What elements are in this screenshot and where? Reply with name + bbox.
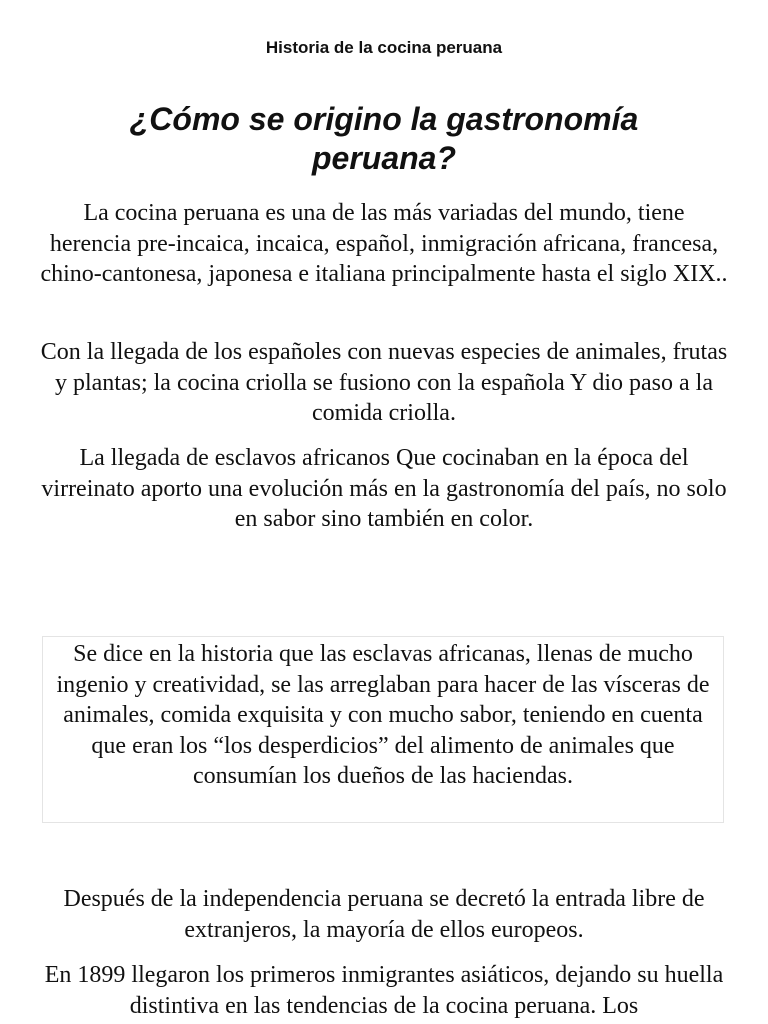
paragraph-independence: Después de la independencia peruana se decretó la entrada libre de extranjeros, la mayoría de ellos europeos. <box>63 886 705 943</box>
main-heading: ¿Cómo se origino la gastronomía peruana? <box>129 101 639 176</box>
paragraph-african-slaves: La llegada de esclavos africanos Que cocinaban en la época del virreinato aporto una evolución más en la gastronomía del país, no solo en sabor sino también en color. <box>41 445 727 532</box>
document-header: Historia de la cocina peruana <box>265 38 503 57</box>
paragraph-asian-immigrants: En 1899 llegaron los primeros inmigrantes asiáticos, dejando su huella distintiva en las tendencias de la cocina peruana. Los <box>44 962 724 1019</box>
paragraph-origins: La cocina peruana es una de las más variadas del mundo, tiene herencia pre-incaica, incaica, español, inmigración africana, francesa, chino-cantonesa, japonesa e italiana principalmente hasta el siglo XIX.. <box>40 200 728 287</box>
boxed-quote-text: Se dice en la historia que las esclavas africanas, llenas de mucho ingenio y creatividad, se las arreglaban para hacer de las vísceras de animales, comida exquisita y con mucho sabor, teniendo en cuenta que eran los “los desperdicios” del alimento de animales que consumían los dueños de las haciendas. <box>56 641 710 789</box>
boxed-quote <box>42 636 724 823</box>
paragraph-spanish-arrival: Con la llegada de los españoles con nuevas especies de animales, frutas y plantas; la cocina criolla se fusiono con la española Y dio paso a la comida criolla. <box>40 339 728 426</box>
